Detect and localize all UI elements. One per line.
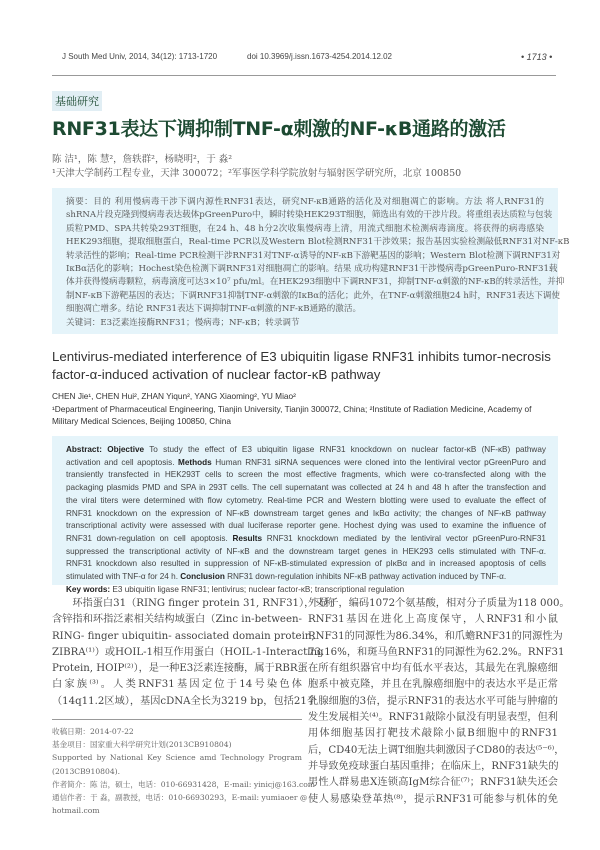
abstract-cn-line: 体并获得慢病毒颗粒，病毒滴度可达3×10⁷ pfu/ml。在HEK293细胞中下调RNF31，抑制TNF-α刺激的NF-κB的转录活性，并抑 [66, 277, 565, 288]
abstract-cn-line: 制NF-κB下游靶基因的表达；下调RNF31抑制TNF-α刺激的IκBα的活化；此外，在TNF-α刺激细胞24 h时，RNF31表达下调使 [66, 290, 560, 301]
abstract-en-line [66, 457, 546, 470]
doi: doi 10.3969/j.issn.1673-4254.2014.12.02 [247, 52, 393, 61]
abstract-text: the viral titers were determined with flow cytometry. Real-time PCR and Western blotting were used to evaluate the effect of [66, 495, 546, 505]
title-cn: RNF31表达下调抑制TNF-α刺激的NF-κB通路的激活 [52, 118, 506, 140]
body-text-line: 胞系中被克隆，并且在乳腺癌细胞中的表达水平是正常 [308, 679, 558, 691]
abstract-label: Results [232, 533, 263, 543]
body-text-line: RNF31的同源性为86.34%，和爪蟾RNF31的同源性为 [308, 630, 563, 642]
abstract-label: Abstract: Objective [66, 445, 145, 454]
abstract-text: RNF31 knockdown on the expression of NF-κB downstream target genes and IκBα activity; the changes of NF-κB pathway [66, 508, 546, 518]
affiliation-en: ¹Department of Pharmaceutical Engineering, Tianjin University, Tianjin 300072, China; ²Institute of Radiation Medicine, Academy of Military Medical Sciences, Beijing 100850, China [52, 404, 532, 426]
footnote-rule [52, 719, 302, 720]
abstract-en-line [66, 482, 546, 495]
abstract-text: transcriptional activity were assessed with dual luciferase reporter gene. Hochest dying was used to examine the influence of [66, 521, 546, 531]
abstract-en-line [66, 520, 546, 533]
body-text-line: 在所有组织器官中均有低水平表达，其最先在乳腺癌细 [308, 663, 558, 675]
abstract-text: packaging plasmids PMD and SPA in 293T cells. The cell supernatant was collected at 24 h and 48 h after the transfection and [66, 483, 546, 493]
journal-citation: J South Med Univ, 2014, 34(12): 1713-1720 [62, 52, 218, 61]
body-column-right [308, 596, 570, 808]
authors-en: CHEN Jie¹, CHEN Hui², ZHAN Yiqun², YANG Xiaoming², YU Miao² [52, 391, 296, 401]
abstract-text: transiently transfected in HEK293T cells to screen the most effective fragments, which were co-transfected along with the [66, 470, 546, 480]
body-text-line: 发生发展相关⁽⁴⁾。RNF31敲除小鼠没有明显表型，但利 [308, 712, 558, 724]
abstract-text: RNF31 down-regulation on cell apoptosis. [66, 533, 233, 543]
abstract-text: stimulated with TNF-α for 24 h. [66, 572, 181, 582]
abstract-text: RNF31 down-regulation inhibits NF-κB pathway activation induced by TNF-α. [224, 572, 507, 582]
body-text-line: 73.16%，和斑马鱼RNF31的同源性为62.2%。RNF31 [308, 646, 565, 658]
abstract-text: E3 ubiquitin ligase RNF31; lentivirus; nuclear factor-κB; transcriptional regulation [110, 584, 405, 594]
abstract-cn-line: shRNA片段克隆到慢病毒表达载体pGreenPuro中，瞬时转染HEK293T细胞，筛选出有效的干涉片段。将重组表达质粒与包装 [66, 210, 553, 221]
body-text-line: 使人易感染登革热⁽⁸⁾，提示RNF31可能参与机体的免 [308, 793, 558, 805]
abstract-text: RNF31 knockdown also resulted in suppression of NF-κB-stimulated expression of pIκBα and in increased apoptosis of cells [66, 559, 546, 569]
body-text-line: 用体细胞基因打靶技术敲除小鼠B细胞中的RNF31 [308, 728, 558, 740]
footnote-line: Supported by National Key Science amd Technology Program [52, 753, 302, 763]
body-text-line: 并导致免疫球蛋白基因重排；在临床上，RNF31缺失的 [308, 760, 559, 772]
abstract-en-line [66, 444, 546, 457]
abstract-text: RNF31 knockdown mediated by the lentiviral vector pGreenPuro-RNF31 [262, 533, 546, 543]
abstract-text: suppressed the transcriptional activity of NF-κB and the downstream target genes in HEK293 cells stimulated with TNF-α. [66, 546, 546, 556]
abstract-en-line [66, 546, 546, 559]
abstract-en-line [66, 495, 546, 508]
footnote-line: hotmail.com [52, 806, 100, 816]
body-text-line: ZIBRA⁽¹⁾）或HOIL-1相互作用蛋白（HOIL-1-Interacting [52, 646, 324, 658]
footnote-line: 收稿日期：2014-07-22 [52, 727, 134, 736]
body-text-line: （14q11.2区域），基因cDNA全长为3219 bp，包括21个 [52, 695, 318, 707]
body-text-line: 男性人群易患X连锁高IgM综合征⁽⁷⁾；RNF31缺失还会 [308, 777, 558, 789]
abstract-cn-line: 摘要：目的 利用慢病毒干涉下调内源性RNF31表达，研究NF-κB通路的活化及对细胞凋亡的影响。方法 将人RNF31的 [66, 197, 544, 207]
abstract-label: Key words: [66, 584, 111, 594]
abstract-label: Conclusion [180, 572, 225, 582]
footnote-line: 通信作者：于 淼，副教授，电话：010-66930293，E-mail: yumiaoer @ [52, 793, 308, 803]
abstract-en-line [66, 571, 546, 584]
footnote-line: 基金项目：国家重大科学研究计划(2013CB910804) [52, 740, 232, 750]
keywords-cn: 关键词：E3泛素连接酶RNF31；慢病毒；NF-κB；转录调节 [66, 317, 300, 328]
section-tag: 基础研究 [52, 91, 102, 111]
body-text-line: 乳腺细胞的3倍，提示RNF31的表达水平可能与肿瘤的 [308, 695, 558, 707]
title-en: Lentivirus-mediated interference of E3 ubiquitin ligase RNF31 inhibits tumor-necrosis factor-α-induced activation of nuclear factor-κB pathway [52, 349, 551, 382]
abstract-cn-line: 转录活性的影响；Real-time PCR检测干涉RNF31对TNF-α诱导的NF-κB下游靶基因的影响；Western Blot检测下调RNF31对 [66, 250, 561, 261]
abstract-cn-line: 细胞凋亡增多。结论 RNF31表达下调抑制TNF-α刺激的NF-κB通路的激活。 [66, 304, 362, 315]
authors-cn: 陈 洁¹，陈 慧²，詹轶群²，杨晓明²，于 淼² [52, 154, 233, 165]
abstract-cn-line: HEK293细胞，提取细胞蛋白，Real-time PCR以及Western Blot检测RNF31干涉效果；报告基因实验检测敲低RNF31对NF-κB [66, 237, 570, 248]
body-text-line: 含锌指和环指泛素相关结构域蛋白（Zinc in-between- [52, 614, 302, 626]
body-column-left [52, 596, 335, 710]
abstract-cn [52, 188, 570, 334]
abstract-en-line [66, 584, 546, 597]
abstract-en-line [66, 508, 546, 521]
body-text-line: 后，CD40无法上调T细胞共刺激因子CD80的表达⁽⁵⁻⁶⁾， [308, 744, 565, 756]
body-text-line: Protein, HOIP⁽²⁾），是一种E3泛素连接酶，属于RBR蛋 [52, 663, 308, 675]
page-number: • 1713 • [521, 52, 553, 62]
abstract-cn-line: IκBα活化的影响；Hochest染色检测下调RNF31对细胞凋亡的影响。结果 成功构建RNF31干涉慢病毒pGreenPuro-RNF31载 [66, 264, 558, 275]
footnotes [52, 725, 316, 817]
abstract-en-line [66, 469, 546, 482]
body-text-line: 外显子，编码1072个氨基酸，相对分子质量为118 000。 [308, 598, 570, 609]
affiliation-cn: ¹天津大学制药工程专业，天津 300072；²军事医学科学院放射与辐射医学研究所，北京 100850 [52, 168, 462, 179]
abstract-label: Methods [178, 457, 212, 467]
footnote-line: 作者简介：陈 洁，硕士，电话：010-66931428，E-mail: yinicj@163.com [52, 779, 316, 789]
abstract-en-line [66, 533, 546, 546]
footnote-line: (2013CB910804). [52, 766, 121, 776]
body-text-line: RNF31基因在进化上高度保守，人RNF31和小鼠 [308, 614, 558, 626]
abstract-text: To study the effect of E3 ubiquitin ligase RNF31 knockdown on nuclear factor-κB (NF-κB) pathway [144, 445, 546, 454]
abstract-cn-line: 质粒PMD、SPA共转染293T细胞，在24 h、48 h分2次收集慢病毒上清，用流式细胞术检测病毒滴度。将获得的病毒感染 [66, 223, 544, 234]
body-text-line: 白家族⁽³⁾。人类RNF31基因定位于14号染色体 [52, 679, 302, 691]
abstract-text: Human RNF31 siRNA sequences were cloned into the lentiviral vector pGreenPuro and [211, 457, 546, 467]
abstract-en-line [66, 558, 546, 571]
body-text-line: 环指蛋白31（RING finger protein 31, RNF31），又称 [52, 598, 335, 609]
body-text-line: RING- finger ubiquitin- associated domain protein, [52, 630, 315, 642]
abstract-text: activation and cell apoptosis. [66, 457, 179, 467]
header-rule [52, 75, 556, 76]
abstract-en [52, 436, 558, 594]
